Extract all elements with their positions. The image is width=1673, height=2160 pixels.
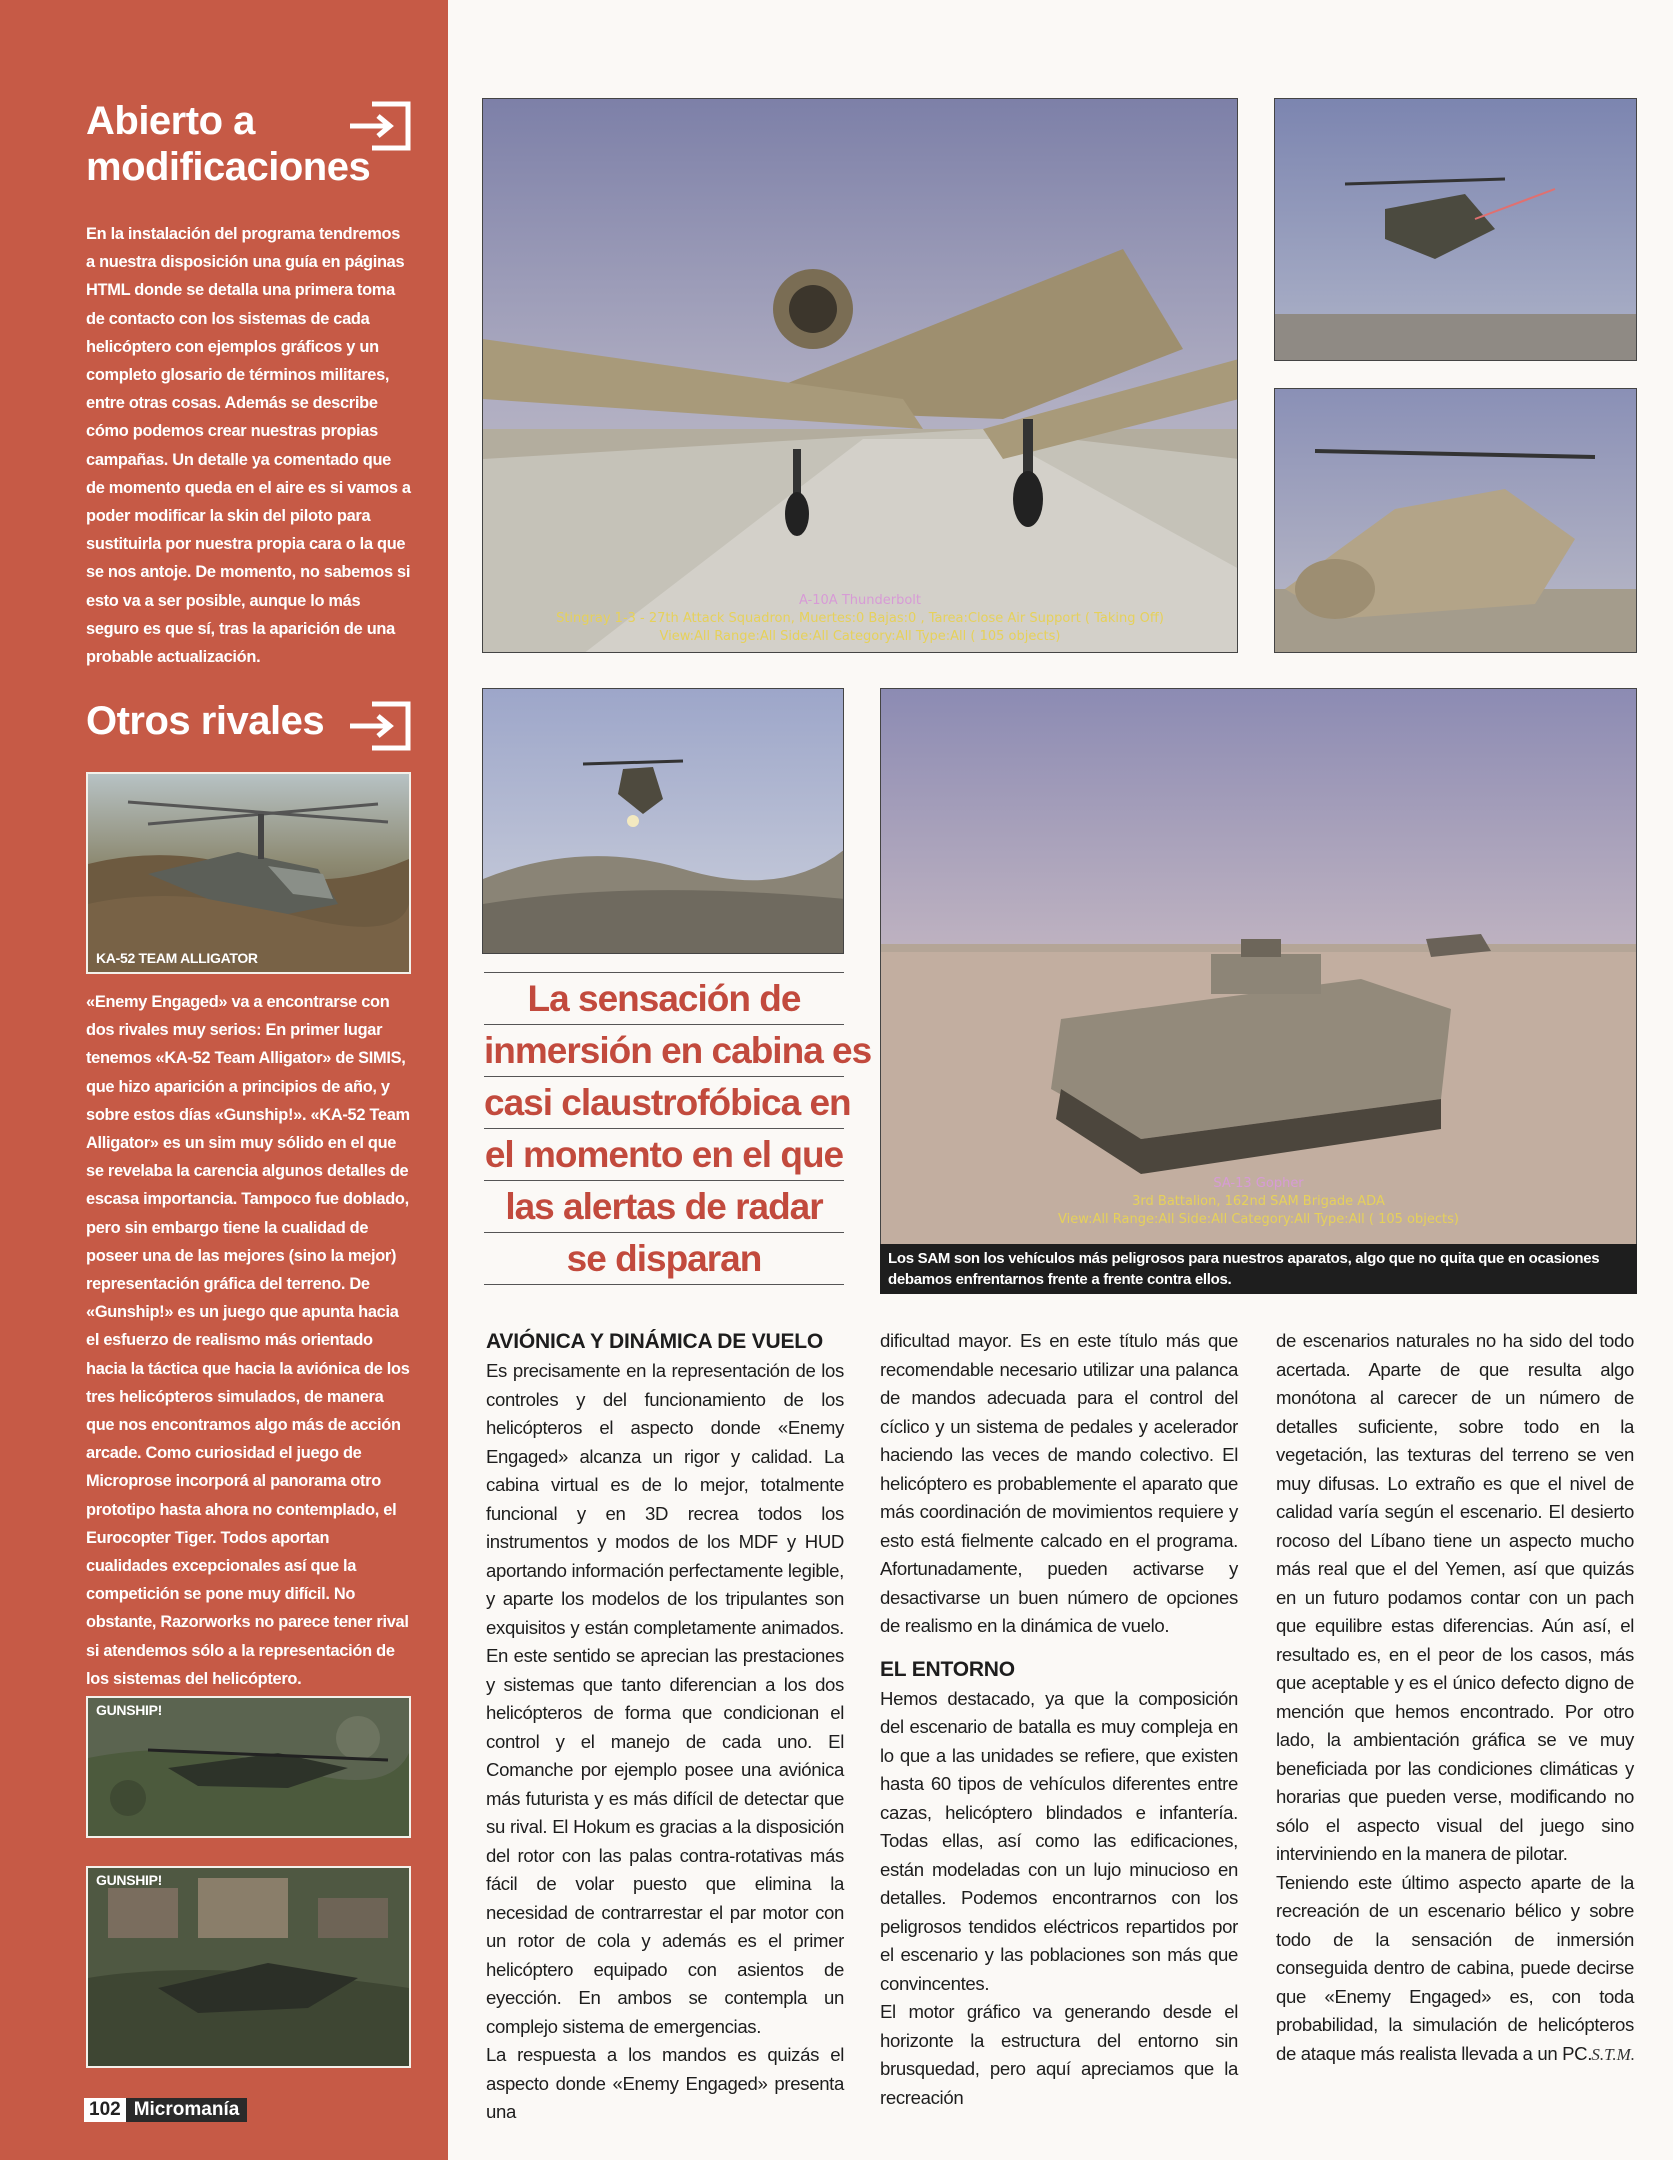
article-column-3 — [1276, 1327, 1634, 2068]
helicopter-gunship-image — [88, 1698, 409, 1836]
helicopter-ka52-image — [88, 774, 409, 972]
magazine-name: Micromanía — [126, 2098, 248, 2122]
article-paragraph: de escenarios naturales no ha sido del todo acertada. Aparte de que resulta algo monótona al carecer de un número de detalles suficiente, sobre todo en la vegetación, las texturas del terreno se ven muy difusas. Lo extraño es que el nivel de calidad varía según el escenario. El desierto rocoso del Líbano tiene un aspecto mucho más real que el del Yemen, así que quizás en un futuro podamos contar con un pach que equilibre estas diferencias. Aún así, el resultado es, en el peor de los casos, más que aceptable y es el único defecto digno de mención que hemos encontrado. Por otro lado, la ambientación gráfica se ve muy beneficiada por las condiciones climáticas y horarias que pueden verse, modificando no sólo el aspecto visual del juego sino interviniendo en la manera de pilotar. — [1276, 1330, 1634, 1864]
hud-unit-details: 3rd Battalion, 162nd SAM Brigade ADA — [1132, 1194, 1385, 1209]
sidebar-title-line1: Abierto a — [86, 99, 255, 143]
article-paragraph: La respuesta a los mandos es quizás el aspecto donde «Enemy Engaged» presenta una — [486, 2044, 844, 2122]
page-number: 102 — [84, 2098, 126, 2122]
article-paragraph: El motor gráfico va generando desde el horizonte la estructura del entorno sin brusquedad, pero aquí apreciamos que la recreación — [880, 2001, 1238, 2108]
hud-view-filter: View:All Range:All Side:All Category:All Type:All ( 105 objects) — [1058, 1212, 1459, 1227]
tank-caption: Los SAM son los vehículos más peligrosos para nuestros aparatos, algo que no quita que en ocasiones debamos enfrentarnos frente a frente contra ellos. — [880, 1244, 1637, 1294]
helicopter-comanche-image — [1275, 99, 1637, 361]
photo-ka52 — [86, 772, 411, 974]
article-paragraph: dificultad mayor. Es en este título más que recomendable necesario utilizar una palanca de mandos adecuada para el control del cíclico y un sistema de pedales y acelerador haciendo las veces de mando colectivo. El helicóptero es probablemente el aparato que más coordinación de movimientos requiere y esto está fielmente calcado en el programa. Afortunadamente, pueden activarse y desactivarse un buen número de opciones de realismo en la dinámica de vuelo. — [880, 1330, 1238, 1636]
photo-caption: GUNSHIP! — [96, 1872, 163, 1888]
hud-readout — [483, 592, 1237, 646]
sidebar-paragraph: En la instalación del programa tendremos a nuestra disposición una guía en páginas HTML donde se detalla una primera toma de contacto con los sistemas de cada helicóptero con ejemplos gráficos y un completo glosario de términos militares, entre otras cosas. Además se describe cómo podemos crear nuestras propias campañas. Un detalle ya comentado que de momento queda en el aire es si vamos a poder modificar la skin del piloto para sustituirla por nuestra propia cara o la que se nos antoje. De momento, no sabemos si esto va a ser posible, aunque lo más seguro es que sí, tras la aparición de una probable actualización. — [86, 225, 411, 667]
hud-view-filter: View:All Range:All Side:All Category:All Type:All ( 105 objects) — [659, 629, 1061, 644]
section-heading: EL ENTORNO — [880, 1657, 1015, 1681]
hud-unit-name: SA-13 Gopher — [1213, 1176, 1304, 1191]
sidebar — [0, 0, 448, 2160]
pull-quote-line: inmersión en cabina es — [484, 1025, 844, 1077]
article-paragraph: Es precisamente en la representación de los controles y del funcionamiento de los helicópteros el aspecto donde «Enemy Engaged» alcanza un rigor y calidad. La cabina virtual es de lo mejor, totalmente funcional y en 3D recrea todos los instrumentos y modos de los MDF y HUD aportando información perfectamente legible, y aparte los modelos de los tripulantes son exquisitos y están completamente animados. En este sentido se aprecian las prestaciones y sistemas que tanto diferencian a los dos helicópteros de forma que condicionan el control y el manejo de cada uno. El Comanche por ejemplo posee una aviónica más futurista y es más difícil de detectar que su rival. El Hokum es gracias a la disposición del rotor con las palas contra-rotativas más fácil de volar puesto que elimina la necesidad de contrarrestar el par motor con un rotor de cola y además es el primer helicóptero equipado con asientos de eyección. En ambos se contempla un complejo sistema de emergencias. — [486, 1360, 844, 2037]
article-column-1 — [486, 1327, 844, 2127]
enter-arrow-icon — [348, 100, 412, 152]
sidebar-text-rivales — [86, 988, 411, 1693]
sidebar-title-modificaciones — [86, 98, 370, 190]
sidebar-title-rivales: Otros rivales — [86, 699, 325, 743]
screenshot-hokum — [482, 688, 844, 954]
pull-quote-line: La sensación de — [484, 973, 844, 1025]
photo-gunship-1 — [86, 1696, 411, 1838]
article-paragraph: Teniendo este último aspecto aparte de la recreación de un escenario bélico y sobre todo de la sensación de inmersión conseguida dentro de cabina, puede decirse que «Enemy Engaged» es, con toda probabilidad, la simulación de helicópteros de ataque más realista llevada a un PC. — [1276, 1871, 1634, 2064]
sidebar-paragraph: «Enemy Engaged» va a encontrarse con dos rivales muy serios: En primer lugar tenemos «KA-52 Team Alligator» de SIMIS, que hizo aparición a principios de año, y sobre estos días «Gunship!». «KA-52 Team Alligator» es un sim muy sólido en el que se revelaba la carencia algunos detalles de escasa importancia. Tampoco fue doblado, pero sin embargo tiene la cualidad de poseer una de las mejores (sino la mejor) representación gráfica del terreno. De «Gunship!» es un juego que apunta hacia el esfuerzo de realismo más orientado hacia la táctica que hacia la aviónica de los tres helicópteros simulados, de manera que nos encontramos algo más de acción arcade. Como curiosidad el juego de Microprose incorporá al panorama otro prototipo hasta ahora no contemplado, el Eurocopter Tiger. Todos aportan cualidades excepcionales así que la competición se pone muy difícil. No obstante, Razorworks no parece tener rival si atendemos sólo a la representación de los sistemas del helicóptero. — [86, 993, 410, 1688]
hud-readout — [881, 1175, 1636, 1229]
sidebar-text-modificaciones — [86, 220, 411, 671]
hud-unit-details: Stingray 1-3 - 27th Attack Squadron, Muertes:0 Bajas:0 , Tarea:Close Air Support ( Taking Off) — [556, 611, 1164, 626]
section-heading: AVIÓNICA Y DINÁMICA DE VUELO — [486, 1330, 824, 1353]
screenshot-comanche — [1274, 98, 1637, 361]
pull-quote-line: se disparan — [484, 1233, 844, 1285]
photo-gunship-2 — [86, 1866, 411, 2068]
enter-arrow-icon — [348, 700, 412, 752]
hud-unit-name: A-10A Thunderbolt — [798, 593, 922, 608]
screenshot-apache — [1274, 388, 1637, 653]
pull-quote-line: casi claustrofóbica en — [484, 1077, 844, 1129]
aircraft-a10-image — [483, 99, 1238, 653]
screenshot-a10 — [482, 98, 1238, 653]
screenshot-sam-tank — [880, 688, 1637, 1294]
photo-caption: KA-52 TEAM ALLIGATOR — [96, 950, 258, 966]
pull-quote — [484, 972, 872, 1285]
pull-quote-line: las alertas de radar — [484, 1181, 844, 1233]
pull-quote-line: el momento en el que — [484, 1129, 844, 1181]
article-column-2 — [880, 1327, 1238, 2112]
helicopter-apache-image — [1275, 389, 1637, 653]
author-signature: S.T.M. — [1591, 2045, 1635, 2064]
tank-sa13-image — [881, 689, 1637, 1245]
article-paragraph: Hemos destacado, ya que la composición del escenario de batalla es muy compleja en lo que a las unidades se refiere, que existen hasta 60 tipos de vehículos diferentes entre cazas, helicóptero blindados e infantería. Todas ellas, así como las edificaciones, están modeladas con un lujo minucioso en detalles. Podemos encontrarnos con los peligrosos tendidos eléctricos repartidos por el escenario y las poblaciones son más que convincentes. — [880, 1687, 1238, 1994]
helicopter-gunship-image — [88, 1868, 409, 2066]
page-footer — [84, 2098, 247, 2122]
sidebar-title-line2: modificaciones — [86, 145, 371, 189]
helicopter-hokum-image — [483, 689, 844, 954]
photo-caption: GUNSHIP! — [96, 1702, 163, 1718]
